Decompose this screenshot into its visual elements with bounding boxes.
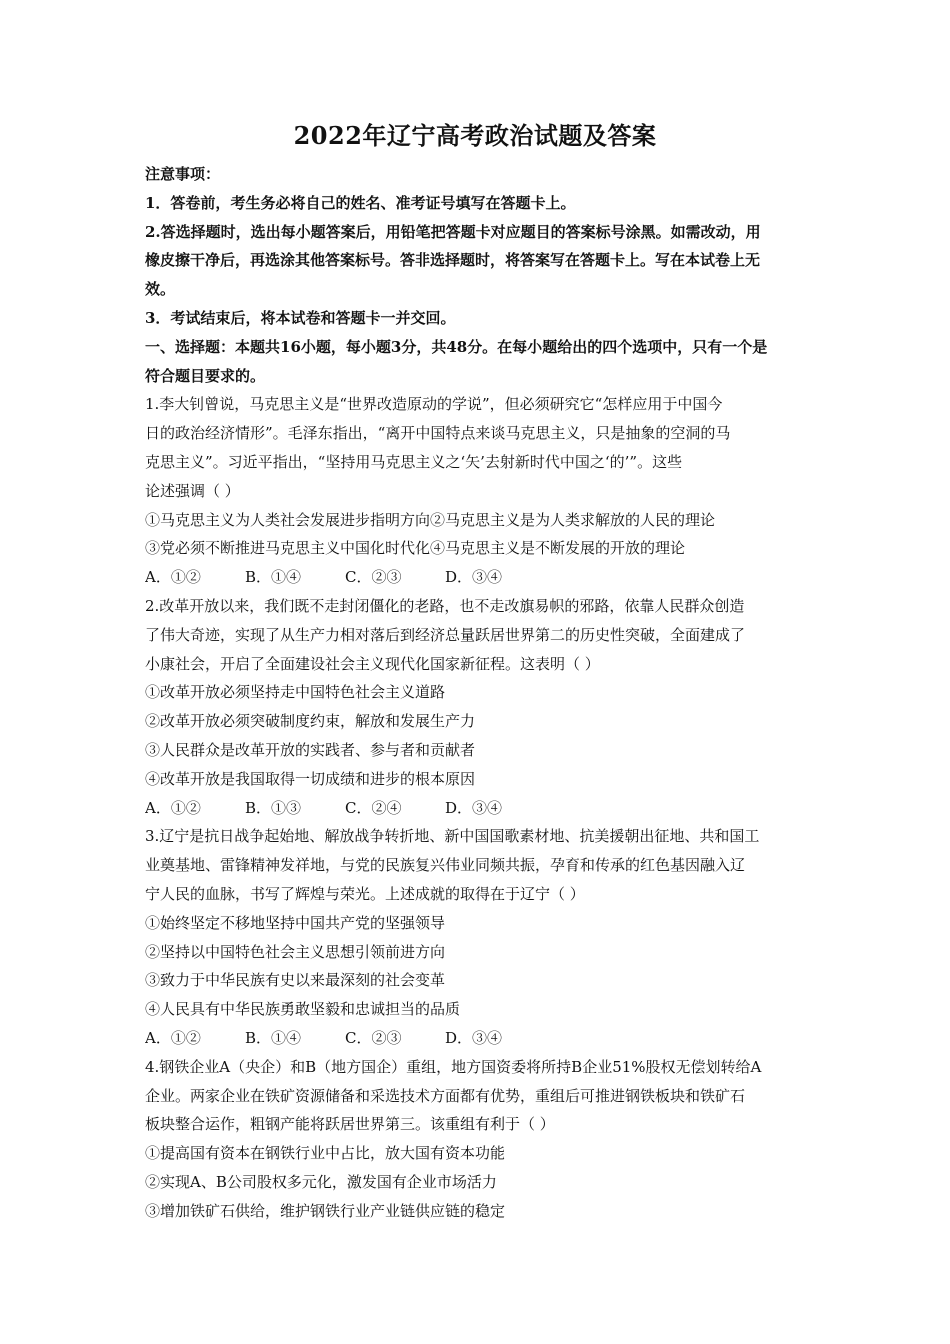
question-3: [145, 822, 813, 1052]
question-item: ④改革开放是我国取得一切成绩和进步的根本原因: [145, 769, 476, 788]
section-heading: 符合题目要求的。: [145, 366, 266, 385]
question-stem-line: 论述强调（ ）: [145, 481, 240, 500]
question-stem-line: 了伟大奇迹，实现了从生产力相对落后到经济总量跃居世界第二的历史性突破，全面建成了: [145, 625, 746, 644]
option-b: B．①④: [245, 1028, 302, 1047]
question-item: ①提高国有资本在钢铁行业中占比，放大国有资本功能: [145, 1144, 506, 1163]
question-1: [145, 390, 813, 592]
question-stem-line: 日的政治经济情形”。毛泽东指出，“离开中国特点来谈马克思主义，只是抽象的空洞的马: [145, 424, 731, 443]
question-item: ①马克思主义为人类社会发展进步指明方向②马克思主义是为人类求解放的人民的理论: [145, 510, 716, 529]
question-stem-line: 业奠基地、雷锋精神发祥地，与党的民族复兴伟业同频共振，孕育和传承的红色基因融入辽: [145, 856, 746, 875]
question-item: ②改革开放必须突破制度约束，解放和发展生产力: [145, 712, 476, 731]
question-2: [145, 592, 813, 822]
option-c: C．②③: [345, 568, 402, 587]
question-item: ②实现A、B公司股权多元化，激发国有企业市场活力: [145, 1172, 497, 1191]
question-options: [145, 563, 813, 592]
question-item: ③致力于中华民族有史以来最深刻的社会变革: [145, 971, 446, 990]
question-stem-line: 克思主义”。习近平指出，“坚持用马克思主义之‘矢’去射新时代中国之‘的’”。这些: [145, 452, 683, 471]
notice-heading: 注意事项：: [145, 165, 221, 183]
question-item: ③增加铁矿石供给，维护钢铁行业产业链供应链的稳定: [145, 1201, 506, 1220]
option-a: A．①②: [145, 568, 201, 587]
option-b: B．①④: [245, 568, 302, 587]
section-heading: 一、选择题：本题共16小题，每小题3分，共48分。在每小题给出的四个选项中，只有一个是: [145, 337, 768, 356]
question-item: ①始终坚定不移地坚持中国共产党的坚强领导: [145, 913, 446, 932]
notice-line: 3．考试结束后，将本试卷和答题卡一并交回。: [145, 308, 456, 327]
option-d: D．③④: [445, 1028, 503, 1047]
option-a: A．①②: [145, 1028, 201, 1047]
option-a: A．①②: [145, 798, 201, 817]
notice-line: 效。: [145, 280, 176, 299]
option-d: D．③④: [445, 798, 503, 817]
notice-line: 1．答卷前，考生务必将自己的姓名、准考证号填写在答题卡上。: [145, 193, 576, 212]
question-stem-line: 板块整合运作，粗钢产能将跃居世界第三。该重组有利于（ ）: [145, 1115, 555, 1134]
question-item: ③人民群众是改革开放的实践者、参与者和贡献者: [145, 740, 476, 759]
notice-line: 橡皮擦干净后，再选涂其他答案标号。答非选择题时，将答案写在答题卡上。写在本试卷上无: [145, 251, 761, 270]
question-item: ④人民具有中华民族勇敢坚毅和忠诚担当的品质: [145, 1000, 461, 1019]
option-c: C．②③: [345, 1028, 402, 1047]
option-d: D．③④: [445, 568, 503, 587]
question-stem-line: 1.李大钊曾说，马克思主义是“世界改造原动的学说”，但必须研究它“怎样应用于中国今: [145, 395, 723, 414]
question-item: ③党必须不断推进马克思主义中国化时代化④马克思主义是不断发展的开放的理论: [145, 539, 686, 558]
option-b: B．①③: [245, 798, 302, 817]
question-item: ②坚持以中国特色社会主义思想引领前进方向: [145, 942, 446, 961]
question-options: [145, 1024, 813, 1053]
question-4: [145, 1053, 813, 1226]
question-stem-line: 4.钢铁企业A（央企）和B（地方国企）重组，地方国资委将所持B企业51%股权无偿划转给A: [145, 1057, 762, 1076]
question-stem-line: 2.改革开放以来，我们既不走封闭僵化的老路，也不走改旗易帜的邪路，依靠人民群众创造: [145, 596, 745, 615]
option-c: C．②④: [345, 798, 402, 817]
question-stem-line: 3.辽宁是抗日战争起始地、解放战争转折地、新中国国歌素材地、抗美援朝出征地、共和国工: [145, 827, 760, 846]
notice-line: 2.答选择题时，选出每小题答案后，用铅笔把答题卡对应题目的答案标号涂黑。如需改动，用: [145, 222, 761, 241]
document-body: [145, 160, 813, 1225]
document-title: 2022年辽宁高考政治试题及答案: [293, 121, 657, 150]
question-stem-line: 宁人民的血脉，书写了辉煌与荣光。上述成就的取得在于辽宁（ ）: [145, 884, 585, 903]
question-options: [145, 794, 813, 823]
question-item: ①改革开放必须坚持走中国特色社会主义道路: [145, 683, 446, 702]
question-stem-line: 小康社会，开启了全面建设社会主义现代化国家新征程。这表明（ ）: [145, 654, 600, 673]
question-stem-line: 企业。两家企业在铁矿资源储备和采选技术方面都有优势，重组后可推进钢铁板块和铁矿石: [145, 1086, 746, 1105]
